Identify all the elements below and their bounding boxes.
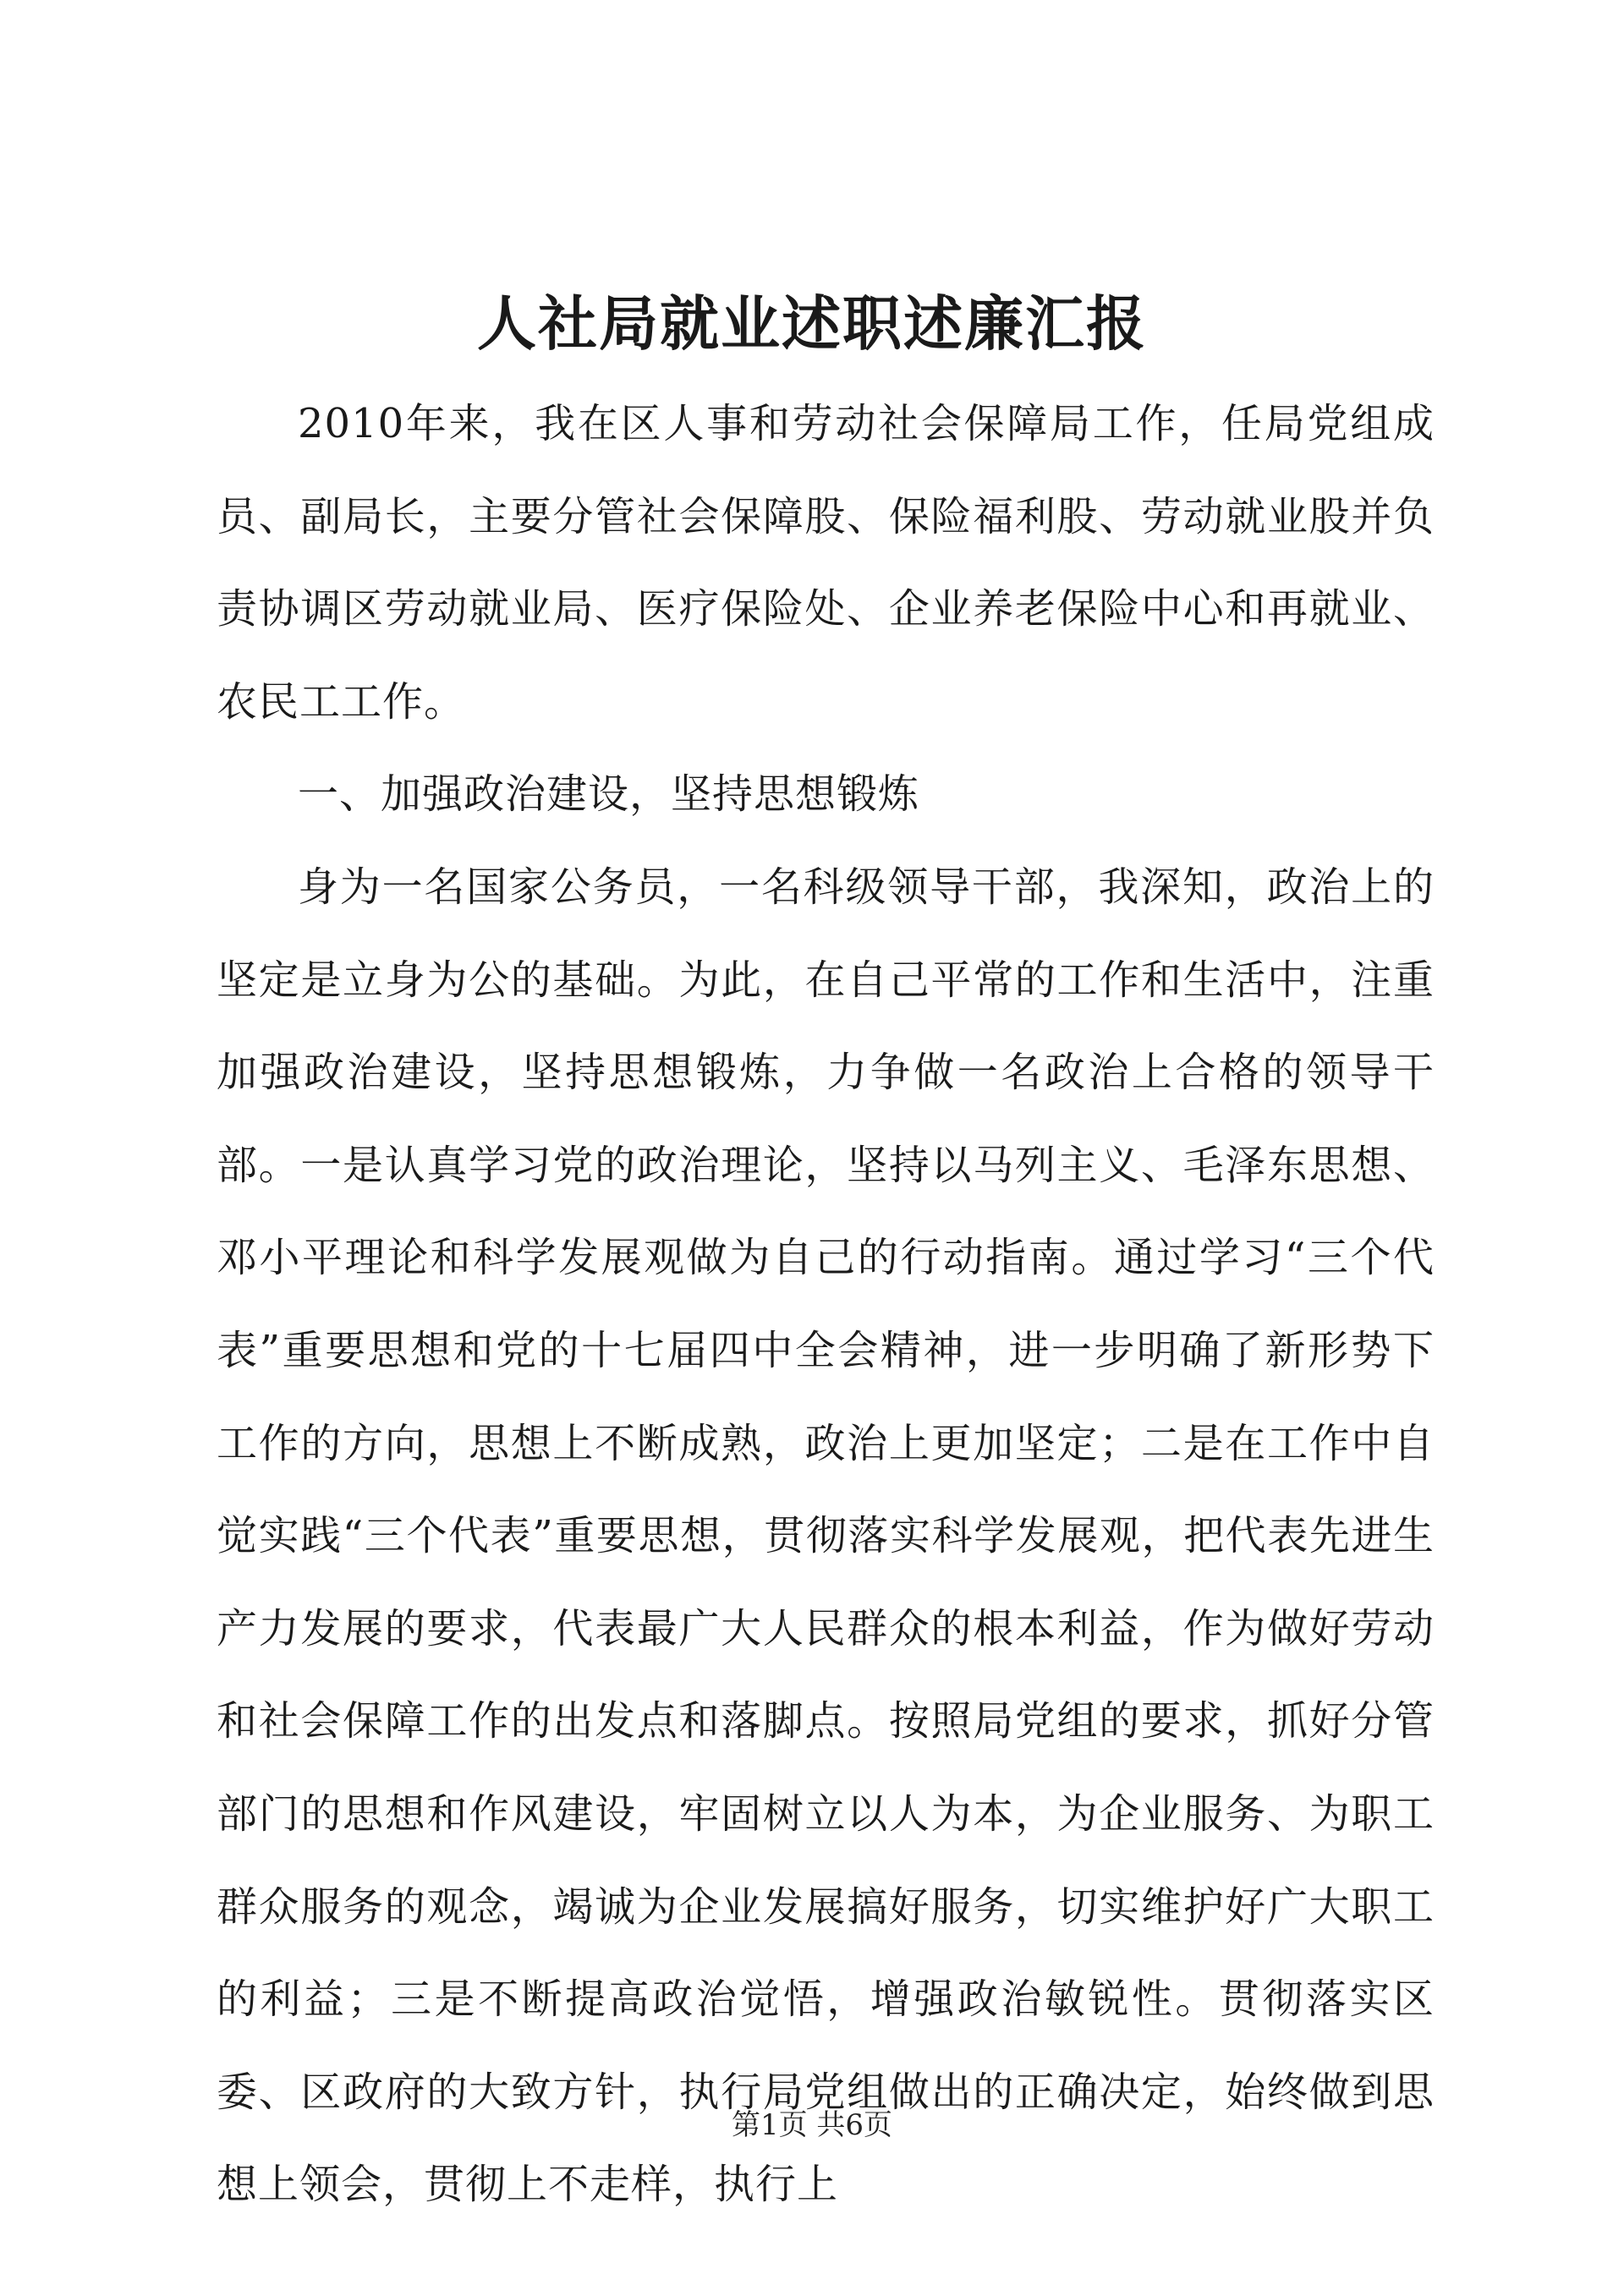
page-number-footer: 第1页 共6页 [731,2108,893,2142]
document-title: 人社局就业述职述廉汇报 [477,288,1147,359]
document-body [217,378,1435,2232]
section-heading: 一、加强政治建设，坚持思想锻炼 [298,770,920,819]
paragraph-intro: 2010年来，我在区人事和劳动社会保障局工作，任局党组成员、副局长，主要分管社会保障股、保险福利股、劳动就业股并负责协调区劳动就业局、医疗保险处、企业养老保险中心和再就业、农民工工作。 [217,400,1435,726]
paragraph-section-1: 身为一名国家公务员，一名科级领导干部，我深知，政治上的坚定是立身为公的基础。为此，在自己平常的工作和生活中，注重加强政治建设，坚持思想锻炼，力争做一名政治上合格的领导干部。一是认真学习党的政治理论，坚持以马列主义、毛泽东思想、邓小平理论和科学发展观做为自己的行动指南。通过学习“三个代表”重要思想和党的十七届四中全会精神，进一步明确了新形势下工作的方向，思想上不断成熟，政治上更加坚定；二是在工作中自觉实践“三个代表”重要思想，贯彻落实科学发展观，把代表先进生产力发展的要求，代表最广大人民群众的根本利益，作为做好劳动和社会保障工作的出发点和落脚点。按照局党组的要求，抓好分管部门的思想和作风建设，牢固树立以人为本，为企业服务、为职工群众服务的观念，竭诚为企业发展搞好服务，切实维护好广大职工的利益；三是不断提高政治觉悟，增强政治敏锐性。贯彻落实区委、区政府的大致方针，执行局党组做出的正确决定，始终做到思想上领会，贯彻上不走样，执行上 [217,863,1435,2209]
